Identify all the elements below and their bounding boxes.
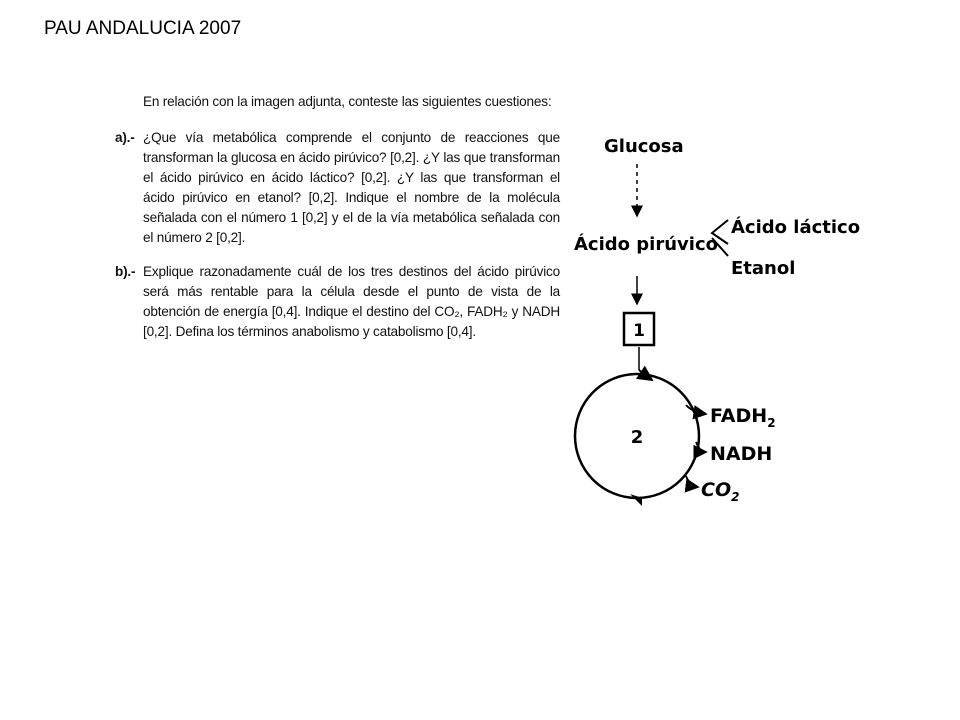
part-a-letter: a).- [115,130,135,145]
question-part-b [115,262,560,342]
question-intro: En relación con la imagen adjunta, conteste las siguientes cuestiones: [143,94,552,109]
co2-arrow [686,476,698,487]
co2-label: $CO_2$ [701,479,740,504]
nadh-label: NADH [710,443,773,465]
part-b-letter: b).- [115,264,136,279]
cycle-bottom-arrowhead [630,494,642,506]
fadh2-label: $FADH_2$ [710,405,776,430]
lactic-acid-label: Ácido láctico [731,217,860,238]
cycle-2-label: 2 [630,427,644,448]
fadh2-arrow [686,405,706,414]
pyruvate-label: Ácido pirúvico [574,234,718,255]
molecule-1-label: 1 [633,321,645,341]
glucose-label: Glucosa [604,136,684,157]
question-part-a [115,128,560,248]
question-block [115,92,560,356]
ethanol-label: Etanol [731,258,796,279]
part-b-text: Explique razonadamente cuál de los tres destinos del ácido pirúvico será más rentable para la célula desde el punto de vista de la obtención de energía [0,4]. Indique el destino del CO₂, FADH₂ y NADH [0,2]. Defina los términos anabolismo y catabolismo [0,4]. [143,264,560,339]
slide-title: PAU ANDALUCIA 2007 [44,18,242,39]
metabolism-diagram [560,120,860,520]
part-a-text: ¿Que vía metabólica comprende el conjunto de reacciones que transforman la glucosa en ácido pirúvico? [0,2]. ¿Y las que transforman el ácido pirúvico en ácido láctico? [0,2]. ¿Y las que transforman el ácido pirúvico en etanol? [0,2]. Indique el nombre de la molécula señalada con el número 1 [0,2] y el de la vía metabólica señalada con el número 2 [0,2]. [143,130,560,245]
